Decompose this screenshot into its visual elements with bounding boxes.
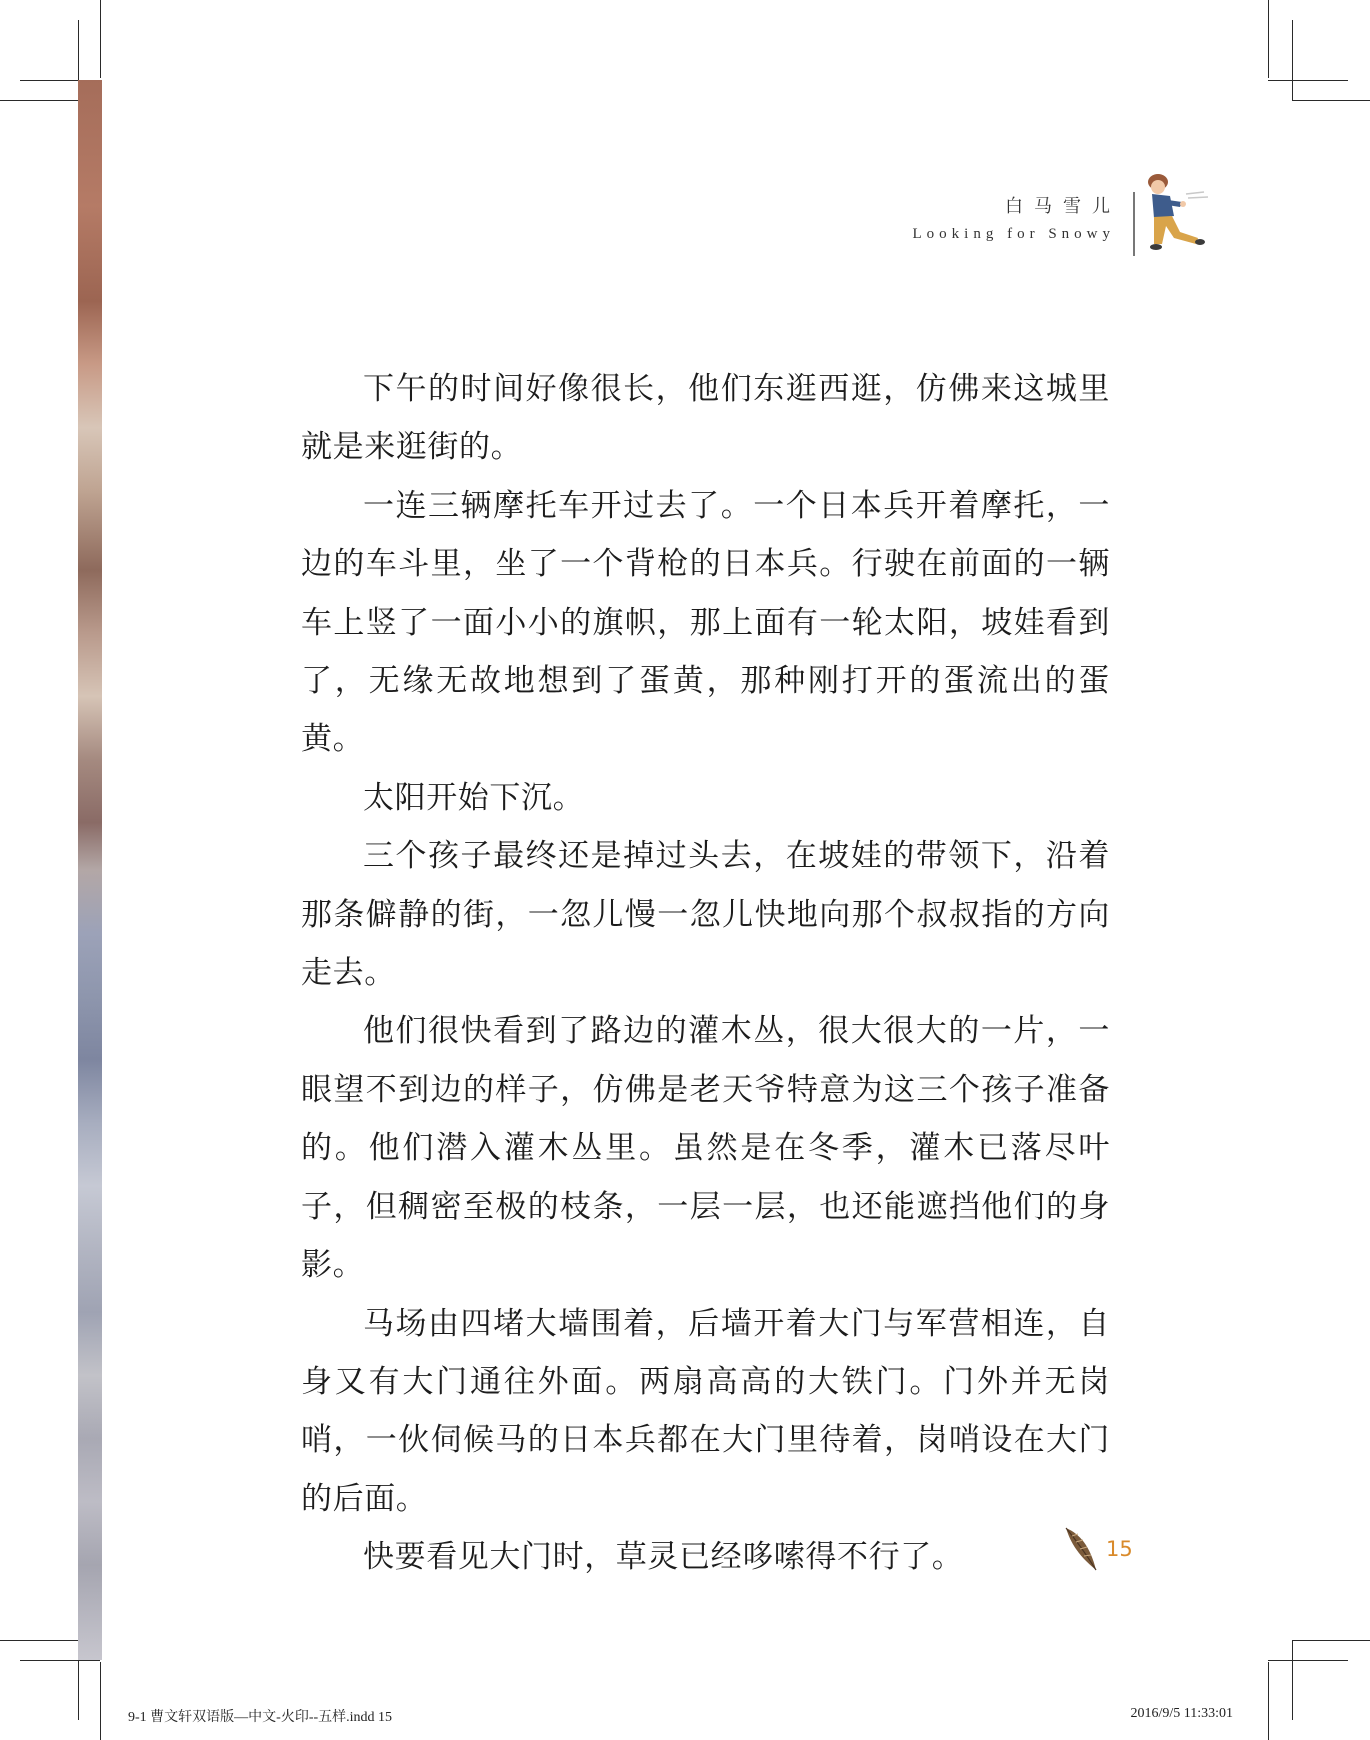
- page-number-block: [1060, 1524, 1133, 1574]
- page-number: 15: [1106, 1537, 1133, 1561]
- feather-icon: [1060, 1524, 1104, 1574]
- crop-mark-bl-h2: [0, 1640, 78, 1641]
- crop-mark-bl-v: [100, 1662, 101, 1740]
- crop-mark-br-v2: [1292, 1640, 1293, 1720]
- slug-file-info: 9-1 曹文轩双语版—中文-火印--五样.indd 15: [128, 1710, 393, 1725]
- crop-mark-tr-v2: [1292, 20, 1293, 100]
- paragraph: 一连三辆摩托车开过去了。一个日本兵开着摩托，一边的车斗里，坐了一个背枪的日本兵。行驶在前面的一辆车上竖了一面小小的旗帜，那上面有一轮太阳，坡娃看到了，无缘无故地想到了蛋黄，那种刚打开的蛋流出的蛋黄。: [301, 487, 1110, 758]
- crop-mark-tl-v: [100, 0, 101, 78]
- crop-mark-tr-h2: [1292, 100, 1370, 101]
- running-header: [912, 192, 1121, 243]
- crop-mark-tl-h2: [0, 100, 78, 101]
- crop-mark-tr-v: [1268, 0, 1269, 78]
- crop-mark-bl-h: [20, 1660, 100, 1661]
- paragraph: 快要看见大门时，草灵已经哆嗦得不行了。: [363, 1539, 964, 1576]
- paragraph: 马场由四堵大墙围着，后墙开着大门与军营相连，自身又有大门通往外面。两扇高高的大铁门。门外并无岗哨，一伙伺候马的日本兵都在大门里待着，岗哨设在大门的后面。: [301, 1305, 1110, 1517]
- paragraph: 太阳开始下沉。: [363, 779, 585, 816]
- paragraph: 他们很快看到了路边的灌木丛，很大很大的一片，一眼望不到边的样子，仿佛是老天爷特意为这三个孩子准备的。他们潜入灌木丛里。虽然是在冬季，灌木已落尽叶子，但稠密至极的枝条，一层一层，也还能遮挡他们的身影。: [301, 1013, 1110, 1284]
- paragraph: 三个孩子最终还是掉过头去，在坡娃的带领下，沿着那条僻静的街，一忽儿慢一忽儿快地向那个叔叔指的方向走去。: [301, 838, 1110, 992]
- crop-mark-br-v: [1268, 1662, 1269, 1740]
- header-title: 白马雪儿: [1005, 196, 1121, 217]
- header-divider: [1133, 192, 1135, 256]
- body-text: [301, 360, 1110, 1587]
- slug-datetime: 2016/9/5 11:33:01: [1130, 1706, 1233, 1721]
- paragraph: 下午的时间好像很长，他们东逛西逛，仿佛来这城里就是来逛街的。: [301, 371, 1110, 466]
- header-subtitle: Looking for Snowy: [912, 226, 1115, 242]
- running-boy-illustration-icon: [1140, 172, 1224, 272]
- crop-mark-tr-h: [1268, 80, 1348, 81]
- crop-mark-br-h: [1268, 1660, 1348, 1661]
- crop-mark-br-h2: [1292, 1640, 1370, 1641]
- illustration-bleed-strip: [78, 80, 102, 1660]
